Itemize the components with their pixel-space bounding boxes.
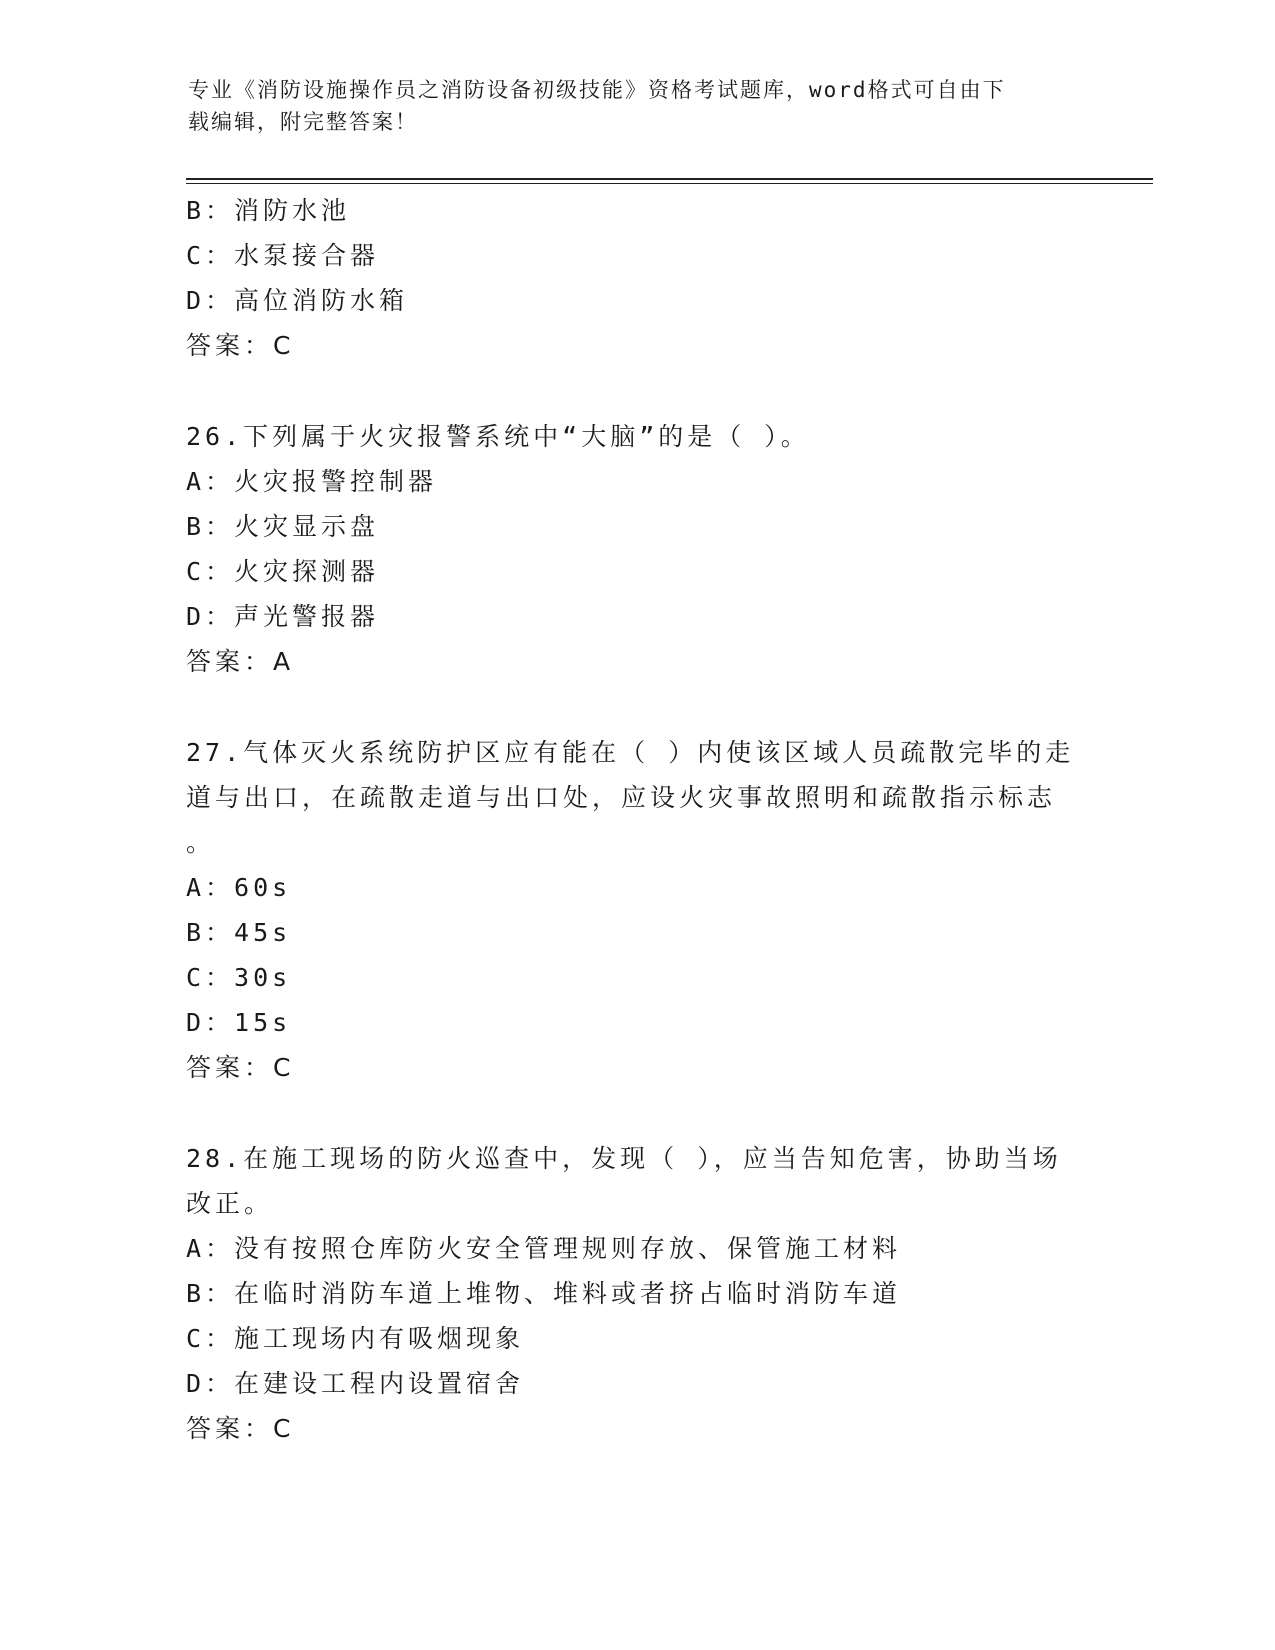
question-stem-line-2: 道与出口，在疏散走道与出口处，应设火灾事故照明和疏散指示标志 (186, 783, 1057, 812)
option-a: A：火灾报警控制器 (186, 467, 438, 496)
option-d: D：在建设工程内设置宿舍 (186, 1369, 525, 1398)
question-stem-line-2: 改正。 (186, 1189, 274, 1218)
option-d: D：高位消防水箱 (186, 286, 409, 315)
answer-line: 答案：C (186, 331, 295, 360)
question-stem-line-1: 27.气体灭火系统防护区应有能在（ ）内使该区域人员疏散完毕的走 (186, 738, 1075, 767)
header-divider-thick (186, 178, 1153, 180)
question-content (186, 188, 1146, 1451)
option-b: B：45s (186, 918, 292, 947)
answer-line: 答案：C (186, 1414, 295, 1443)
option-d: D：声光警报器 (186, 602, 380, 631)
question-stem-line-1: 28.在施工现场的防火巡查中，发现（ ），应当告知危害，协助当场 (186, 1144, 1062, 1173)
answer-line: 答案：C (186, 1053, 295, 1082)
option-c: C：30s (186, 963, 292, 992)
option-a: A：没有按照仓库防火安全管理规则存放、保管施工材料 (186, 1234, 902, 1263)
option-c: C：水泵接合器 (186, 241, 380, 270)
option-a: A：60s (186, 873, 292, 902)
question-stem: 26.下列属于火灾报警系统中“大脑”的是（ ）。 (186, 422, 810, 451)
option-b: B：消防水池 (186, 196, 351, 225)
question-27 (186, 730, 1146, 1090)
option-b: B：在临时消防车道上堆物、堆料或者挤占临时消防车道 (186, 1279, 902, 1308)
question-25-tail (186, 188, 1146, 368)
question-stem-line-3: 。 (186, 828, 216, 857)
answer-line: 答案：A (186, 647, 295, 676)
option-d: D：15s (186, 1008, 292, 1037)
document-header (188, 74, 1068, 138)
option-c: C：火灾探测器 (186, 557, 380, 586)
header-line-1: 专业《消防设施操作员之消防设备初级技能》资格考试题库，word格式可自由下 (188, 78, 1006, 102)
question-26 (186, 414, 1146, 684)
header-divider-thin (186, 183, 1153, 184)
header-line-2: 载编辑，附完整答案！ (188, 110, 418, 134)
question-28 (186, 1136, 1146, 1451)
option-b: B：火灾显示盘 (186, 512, 380, 541)
option-c: C：施工现场内有吸烟现象 (186, 1324, 525, 1353)
